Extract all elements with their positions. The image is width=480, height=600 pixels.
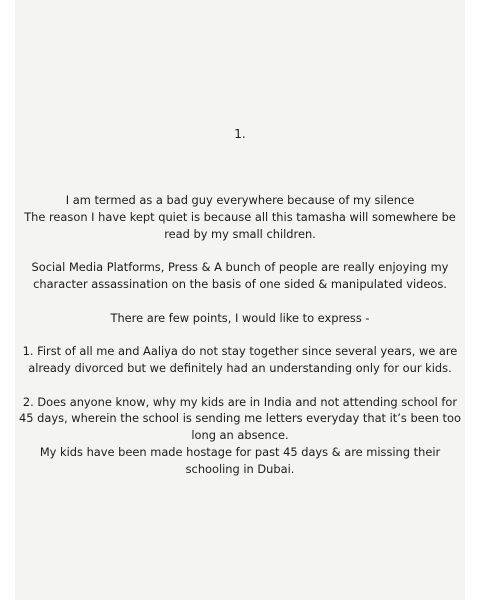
text-line: My kids have been made hostage for past 45 days & are missing their [39, 444, 441, 459]
text-line: character assassination on the basis of one sided & manipulated videos. [33, 276, 447, 291]
text-line: Social Media Platforms, Press & A bunch of people are really enjoying my [31, 260, 449, 275]
text-line: The reason I have kept quiet is because all this tamasha will somewhere be [24, 209, 456, 224]
text-line: long an absence. [191, 428, 289, 443]
paragraph-social-media [15, 259, 465, 293]
text-line: I am termed as a bad guy everywhere because of my silence [65, 193, 415, 207]
page-number: 1. [234, 127, 246, 141]
text-line: schooling in Dubai. [185, 461, 295, 476]
statement-body [15, 192, 465, 494]
text-line: 1. First of all me and Aaliya do not stay together since several years, we are [22, 344, 458, 359]
paragraph-points-intro [15, 310, 465, 327]
text-line: already divorced but we definitely had an understanding only for our kids. [28, 360, 452, 375]
text-line: There are few points, I would like to express - [110, 310, 370, 325]
paragraph-point-2 [15, 394, 465, 478]
paragraph-silence [15, 192, 465, 242]
text-line: 45 days, wherein the school is sending me letters everyday that it’s been too [19, 411, 461, 426]
text-line: read by my small children. [164, 226, 316, 241]
document-page [15, 0, 465, 600]
text-line: 2. Does anyone know, why my kids are in India and not attending school for [22, 394, 458, 409]
paragraph-point-1 [15, 343, 465, 377]
